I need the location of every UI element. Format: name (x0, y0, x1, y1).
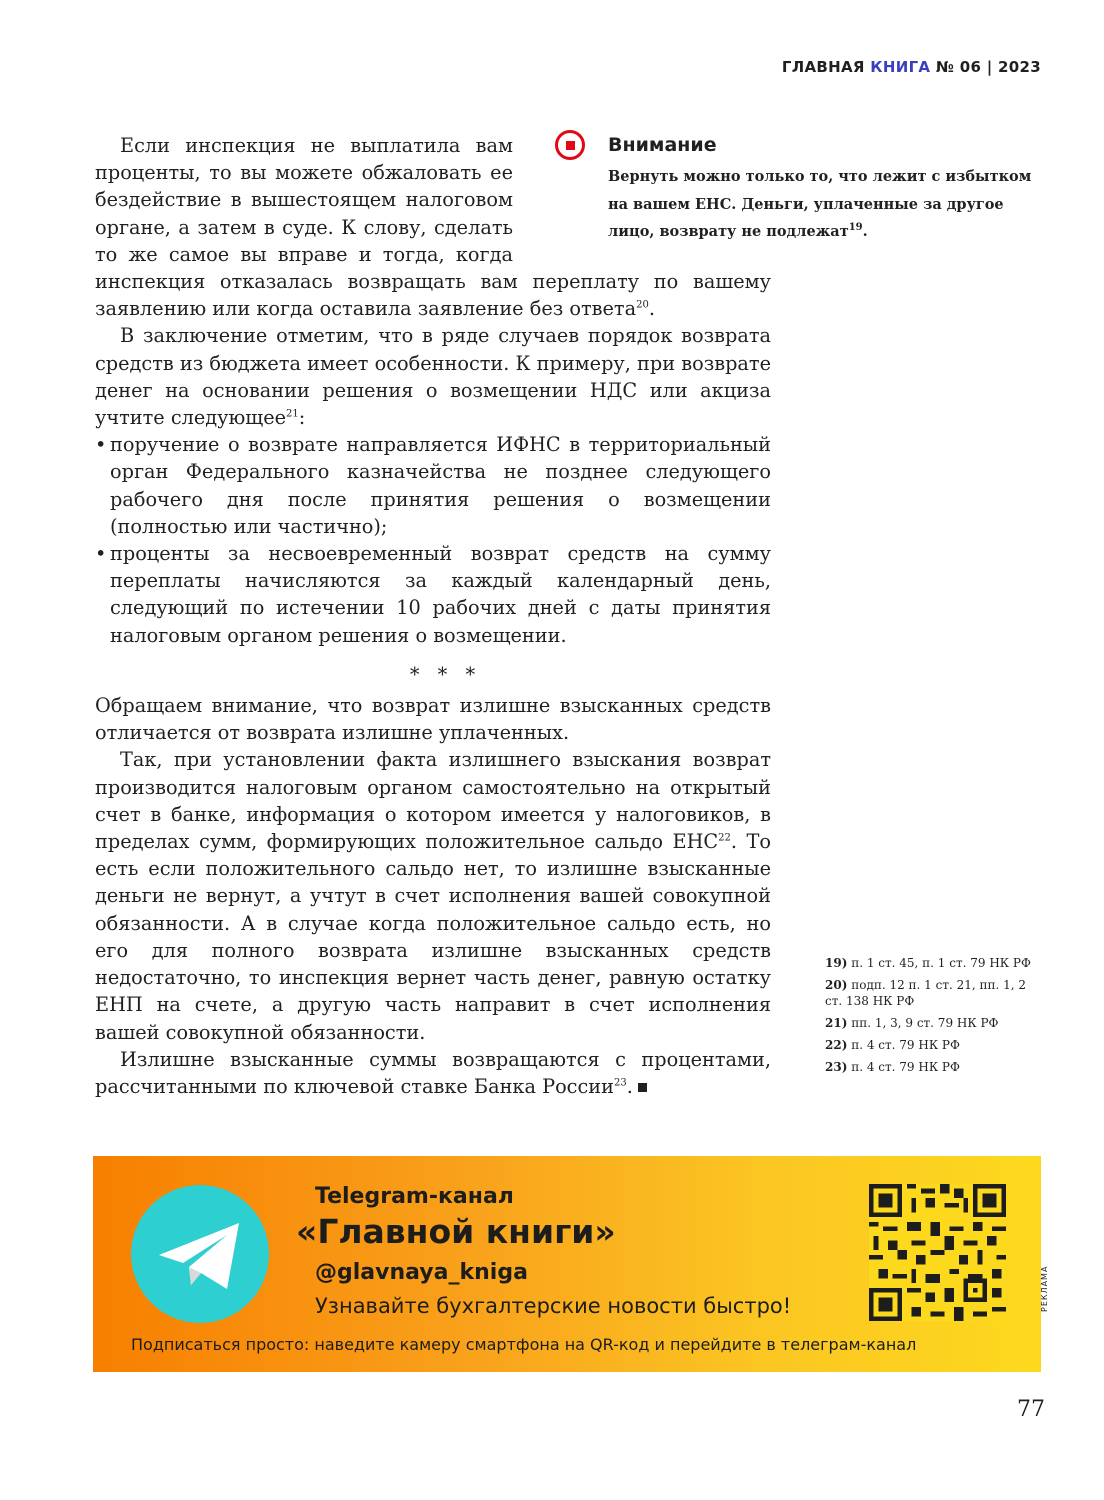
footnotes (825, 955, 1045, 1081)
banner-channel-label: Telegram-канал (315, 1184, 514, 1209)
attention-title: Внимание (608, 134, 717, 156)
header-title: ГЛАВНАЯ (781, 58, 865, 76)
paragraph-special-cases: В заключение отметим, что в ряде случаев порядок возврата средств из бюджета имеет особенности. К примеру, при возврате денег на основании решения о возмещении НДС или акциза учтите следующее$^{21}$: (95, 324, 771, 430)
footnote: 20) подп. 12 п. 1 ст. 21, пп. 1, 2 ст. 138 НК РФ (825, 978, 1027, 1008)
footnote: 23) п. 4 ст. 79 НК РФ (825, 1060, 960, 1074)
paragraph-notice: Обращаем внимание, что возврат излишне взысканных средств отличается от возврата излишне уплаченных. (95, 694, 771, 745)
list-item: • проценты за несвоевременный возврат средств на сумму переплаты начисляются за каждый календарный день, следующий по истечении 10 рабочих дней с даты принятия налоговым органом решения о возмещении. (95, 540, 771, 649)
running-header (782, 58, 1041, 76)
article-body (95, 132, 771, 1100)
banner-channel-name: «Главной книги» (296, 1212, 616, 1251)
section-separator: * * * (409, 662, 482, 686)
paragraph-interest: Излишне взысканные суммы возвращаются с процентами, рассчитанными по ключевой ставке Банка России$^{23}$. (95, 1047, 771, 1098)
footnote: 22) п. 4 ст. 79 НК РФ (825, 1038, 960, 1052)
banner-handle[interactable]: @glavnaya_kniga (315, 1260, 528, 1285)
attention-text: Вернуть можно только то, что лежит с избытком на вашем ЕНС. Деньги, уплаченные за другое лицо, возврату не подлежат$^{19}$. (608, 168, 1032, 240)
paper-plane-icon (131, 1185, 269, 1323)
banner-slogan: Узнавайте бухгалтерские новости быстро! (315, 1294, 792, 1318)
telegram-logo (131, 1185, 269, 1323)
bullet-list (95, 431, 771, 649)
qr-code-icon[interactable] (869, 1184, 1006, 1321)
footnote: 19) п. 1 ст. 45, п. 1 ст. 79 НК РФ (825, 956, 1031, 970)
telegram-ad-banner[interactable] (93, 1156, 1041, 1372)
banner-cta: Подписаться просто: наведите камеру смартфона на QR-код и перейдите в телеграм-канал (131, 1335, 917, 1354)
ad-label: РЕКЛАМА (1040, 1265, 1049, 1312)
header-issue: № 06 | 2023 (935, 58, 1041, 76)
paragraph-intro: Если инспекция не выплатила вам проценты, то вы можете обжаловать ее бездействие в вышестоящем налоговом органе, а затем в суде. К слову, сделать то же самое вы вправе и тогда, когда инспекция отказалась возвращать вам переплату по вашему заявлению или когда оставила заявление без ответа$^{20}$. (95, 134, 771, 321)
footnote: 21) пп. 1, 3, 9 ст. 79 НК РФ (825, 1016, 999, 1030)
paragraph-excess-collection: Так, при установлении факта излишнего взыскания возврат производится налоговым органом самостоятельно на открытый счет в банке, информация о котором имеется у налоговиков, в пределах сумм, формирующих положительное сальдо ЕНС$^{22}$. То есть если положительного сальдо нет, то излишне взысканные деньги не вернут, а учтут в счет исполнения вашей совокупной обязанности. А в случае когда положительное сальдо есть, но его для полного возврата излишне взысканных средств недостаточно, то инспекция вернет часть денег, равную остатку ЕНП на счете, а другую часть направит в счет исполнения вашей совокупной обязанности. (95, 748, 771, 1044)
page-number: 77 (1017, 1397, 1045, 1422)
list-item: • поручение о возврате направляется ИФНС в территориальный орган Федерального казначейства не позднее следующего рабочего дня после принятия решения о возмещении (полностью или частично); (95, 431, 771, 540)
header-title-accent: КНИГА (870, 58, 931, 76)
end-of-article-mark (638, 1083, 647, 1092)
